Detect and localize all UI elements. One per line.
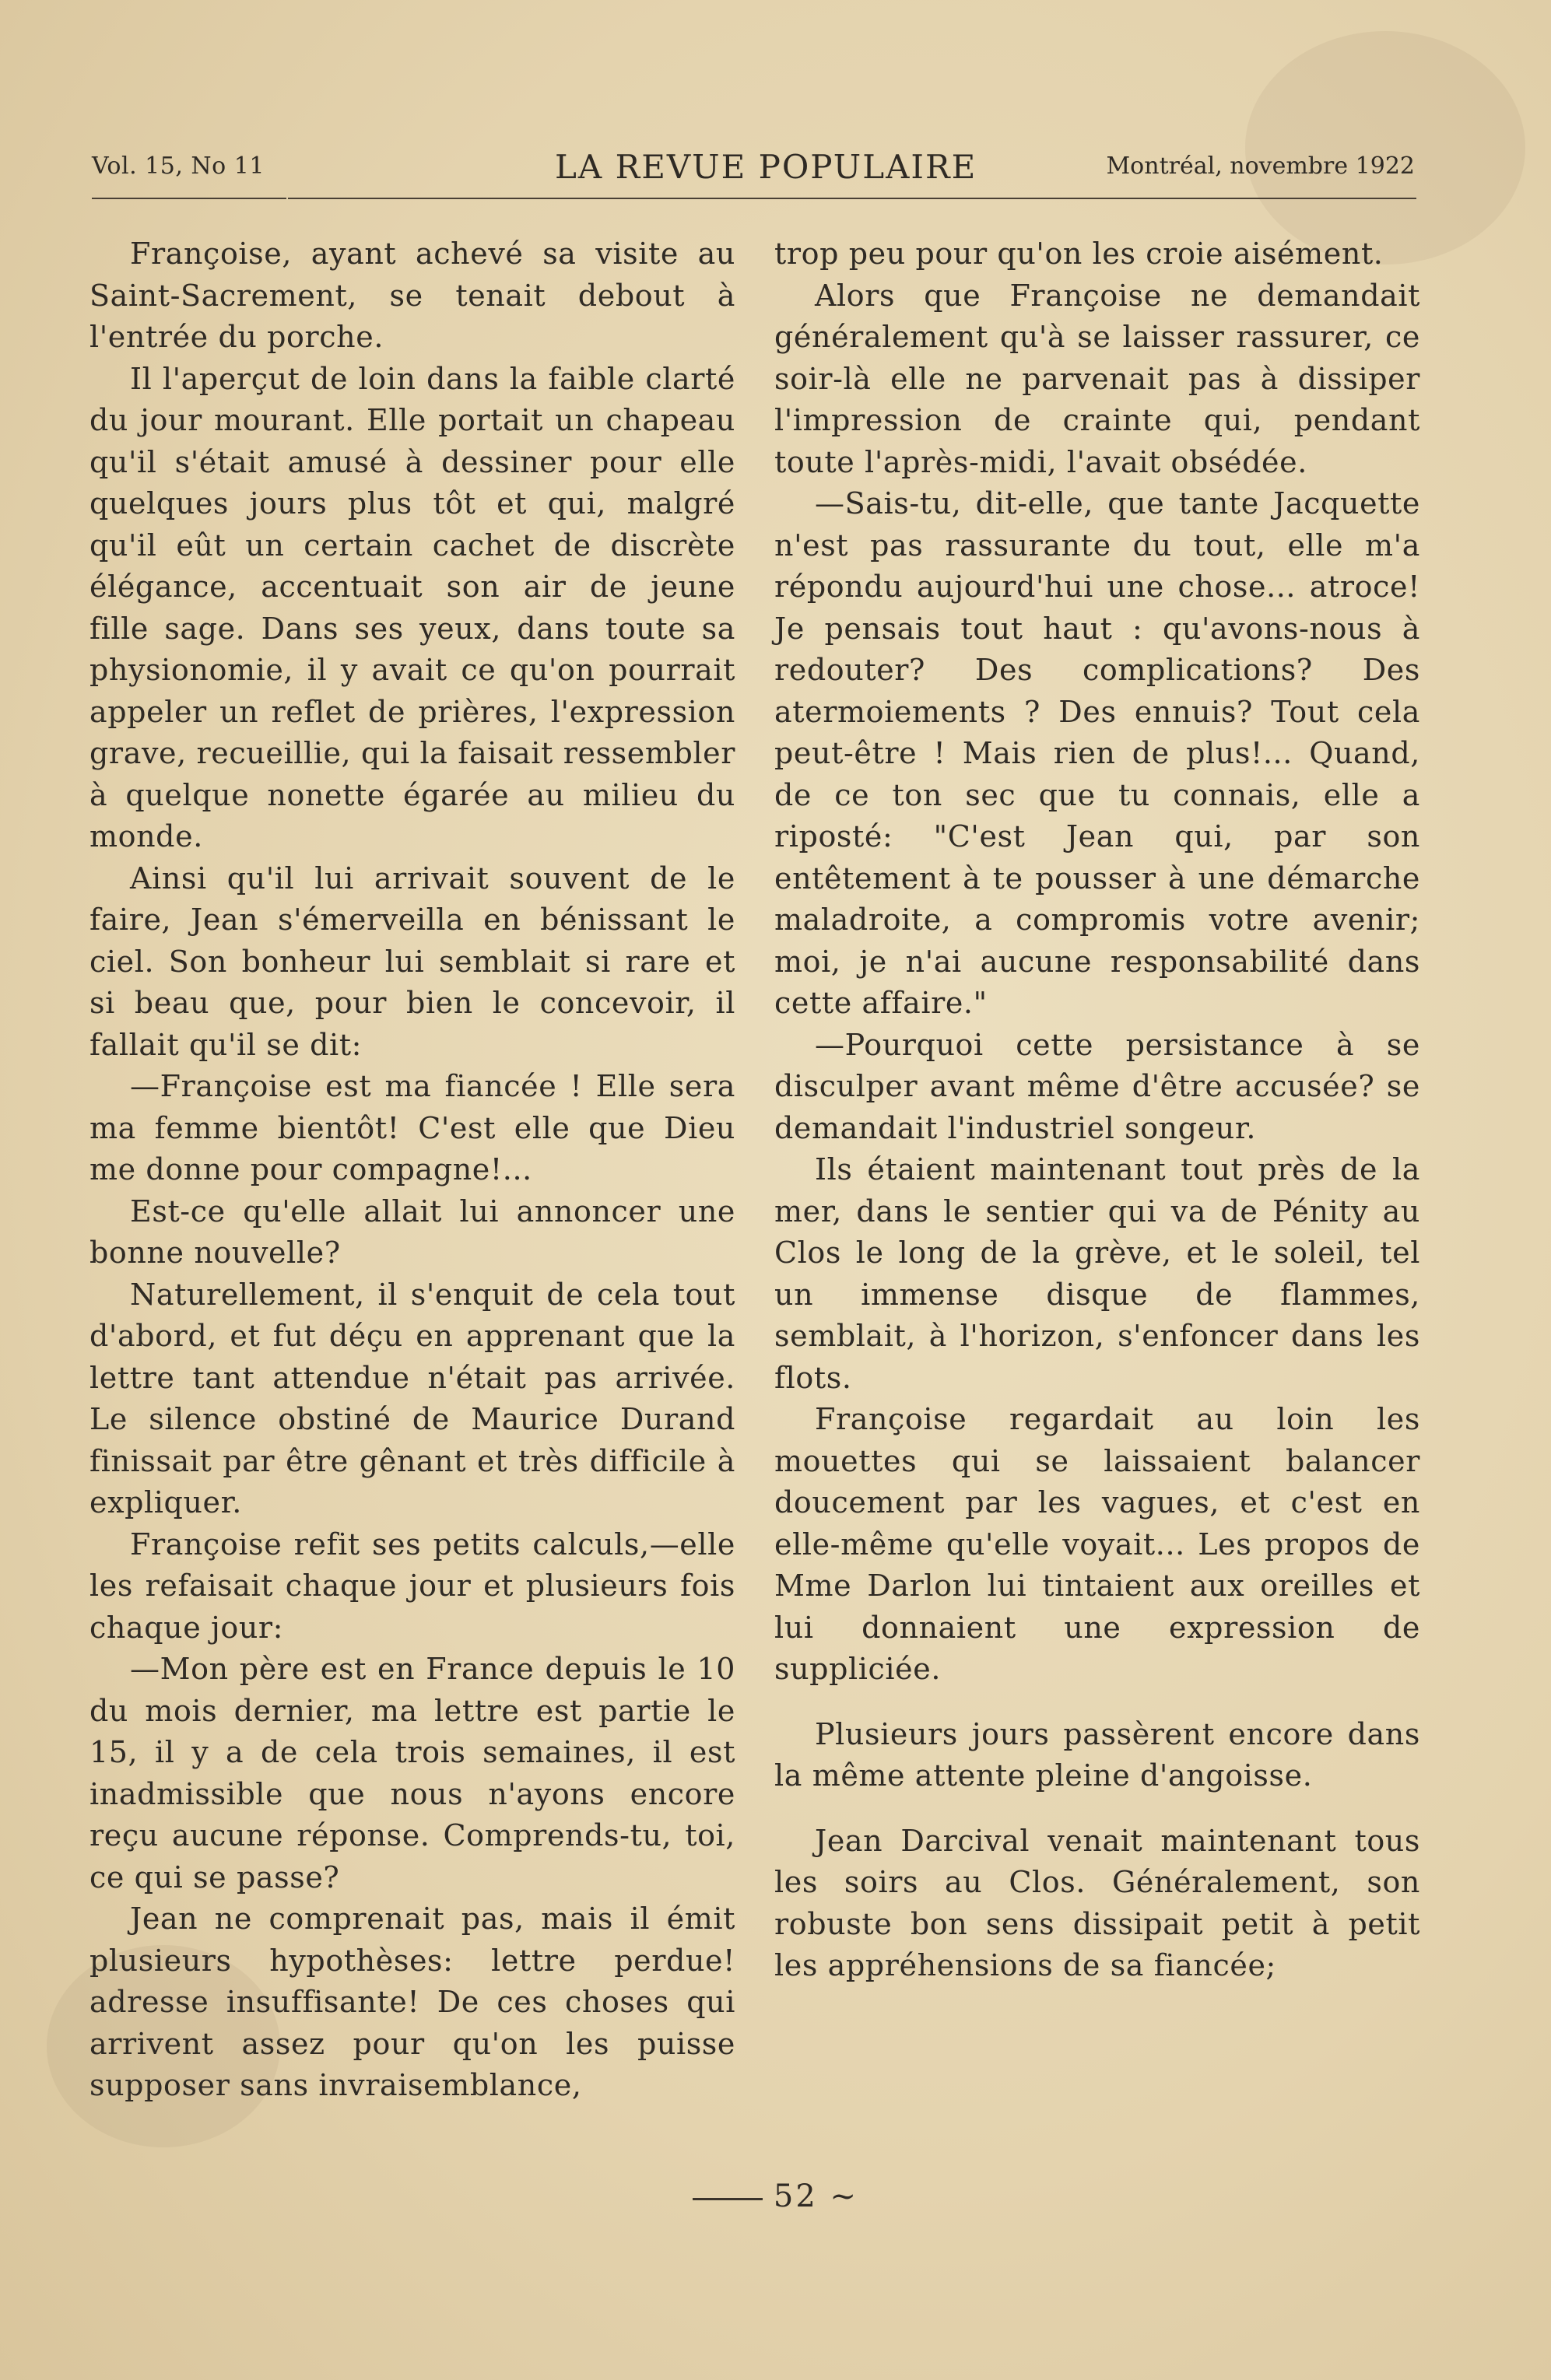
paragraph: trop peu pour qu'on les croie aisément.	[774, 237, 1384, 271]
paragraph: Françoise refit ses petits calculs,—elle les refaisait chaque jour et plusieurs fois chaque jour:	[89, 1526, 735, 1645]
header-rule	[288, 198, 1416, 199]
paragraph: —Pourquoi cette persistance à se disculper avant même d'être accusée? se demandait l'industriel songeur.	[774, 1027, 1420, 1145]
paragraph: Il l'aperçut de loin dans la faible clarté du jour mourant. Elle portait un chapeau qu'il s'était amusé à dessiner pour elle quelques jours plus tôt et qui, malgré qu'il eût un certain cachet de discrète élégance, accentuait son air de jeune fille sage. Dans ses yeux, dans toute sa physionomie, il y avait ce qu'on pourrait appeler un reflet de prières, l'expression grave, recueillie, qui la faisait ressembler à quelque nonette égarée au milieu du monde.	[89, 361, 735, 854]
volume-number: Vol. 15, No 11	[92, 152, 265, 180]
paragraph: Plusieurs jours passèrent encore dans la même attente pleine d'angoisse.	[774, 1716, 1420, 1793]
paragraph: Naturellement, il s'enquit de cela tout d'abord, et fut déçu en apprenant que la lettre tant attendue n'était pas arrivée. Le silence obstiné de Maurice Durand finissait par être gênant et très difficile à expliquer.	[89, 1277, 735, 1519]
paragraph: —Sais-tu, dit-elle, que tante Jacquette n'est pas rassurante du tout, elle m'a répondu aujourd'hui une chose... atroce! Je pensais tout haut : qu'avons-nous à redouter? Des complications? Des atermoiements ? Des ennuis? Tout cela peut-être ! Mais rien de plus!... Quand, de ce ton sec que tu connais, elle a riposté: "C'est Jean qui, par son entêtement à te pousser à une démarche maladroite, a compromis votre avenir; moi, je n'ai aucune responsabilité dans cette affaire."	[774, 486, 1420, 1020]
paragraph: —Mon père est en France depuis le 10 du mois dernier, ma lettre est partie le 15, il y a de cela trois semaines, il est inadmissible que nous n'ayons encore reçu aucune réponse. Comprends-tu, toi, ce qui se passe?	[89, 1652, 735, 1895]
page-footer: 52 ~	[0, 2178, 1551, 2214]
issue-date: Montréal, novembre 1922	[1106, 152, 1415, 180]
paragraph: Alors que Françoise ne demandait généralement qu'à se laisser rassurer, ce soir-là elle ne parvenait pas à dissiper l'impression de crainte qui, pendant toute l'après-midi, l'avait obsédée.	[774, 278, 1420, 479]
publication-title: LA REVUE POPULAIRE	[555, 148, 977, 186]
left-column	[89, 233, 735, 2107]
page-number: 52	[773, 2178, 818, 2214]
right-column	[774, 233, 1420, 1987]
paragraph: Françoise, ayant achevé sa visite au Saint-Sacrement, se tenait debout à l'entrée du porche.	[89, 237, 735, 354]
paragraph: Ainsi qu'il lui arrivait souvent de le faire, Jean s'émerveilla en bénissant le ciel. Son bonheur lui semblait si rare et si beau que, pour bien le concevoir, il fallait qu'il se dit:	[89, 861, 735, 1062]
paragraph: Françoise regardait au loin les mouettes qui se laissaient balancer doucement par les vagues, et c'est en elle-même qu'elle voyait... Les propos de Mme Darlon lui tintaient aux oreilles et lui donnaient une expression de suppliciée.	[774, 1402, 1420, 1686]
paragraph: Ils étaient maintenant tout près de la mer, dans le sentier qui va de Pénity au Clos le long de la grève, et le soleil, tel un immense disque de flammes, semblait, à l'horizon, s'enfoncer dans les flots.	[774, 1152, 1420, 1395]
paragraph: Est-ce qu'elle allait lui annoncer une bonne nouvelle?	[89, 1194, 735, 1270]
footer-dash	[693, 2198, 763, 2200]
header-rule-left	[92, 198, 286, 199]
running-header	[92, 146, 1415, 193]
paragraph: Jean ne comprenait pas, mais il émit plusieurs hypothèses: lettre perdue! adresse insuffisante! De ces choses qui arrivent assez pour qu'on les puisse supposer sans invraisemblance,	[89, 1902, 735, 2102]
paragraph: —Françoise est ma fiancée ! Elle sera ma femme bientôt! C'est elle que Dieu me donne pour compagne!...	[89, 1069, 735, 1186]
paragraph: Jean Darcival venait maintenant tous les soirs au Clos. Généralement, son robuste bon sens dissipait petit à petit les appréhensions de sa fiancée;	[774, 1823, 1420, 1982]
